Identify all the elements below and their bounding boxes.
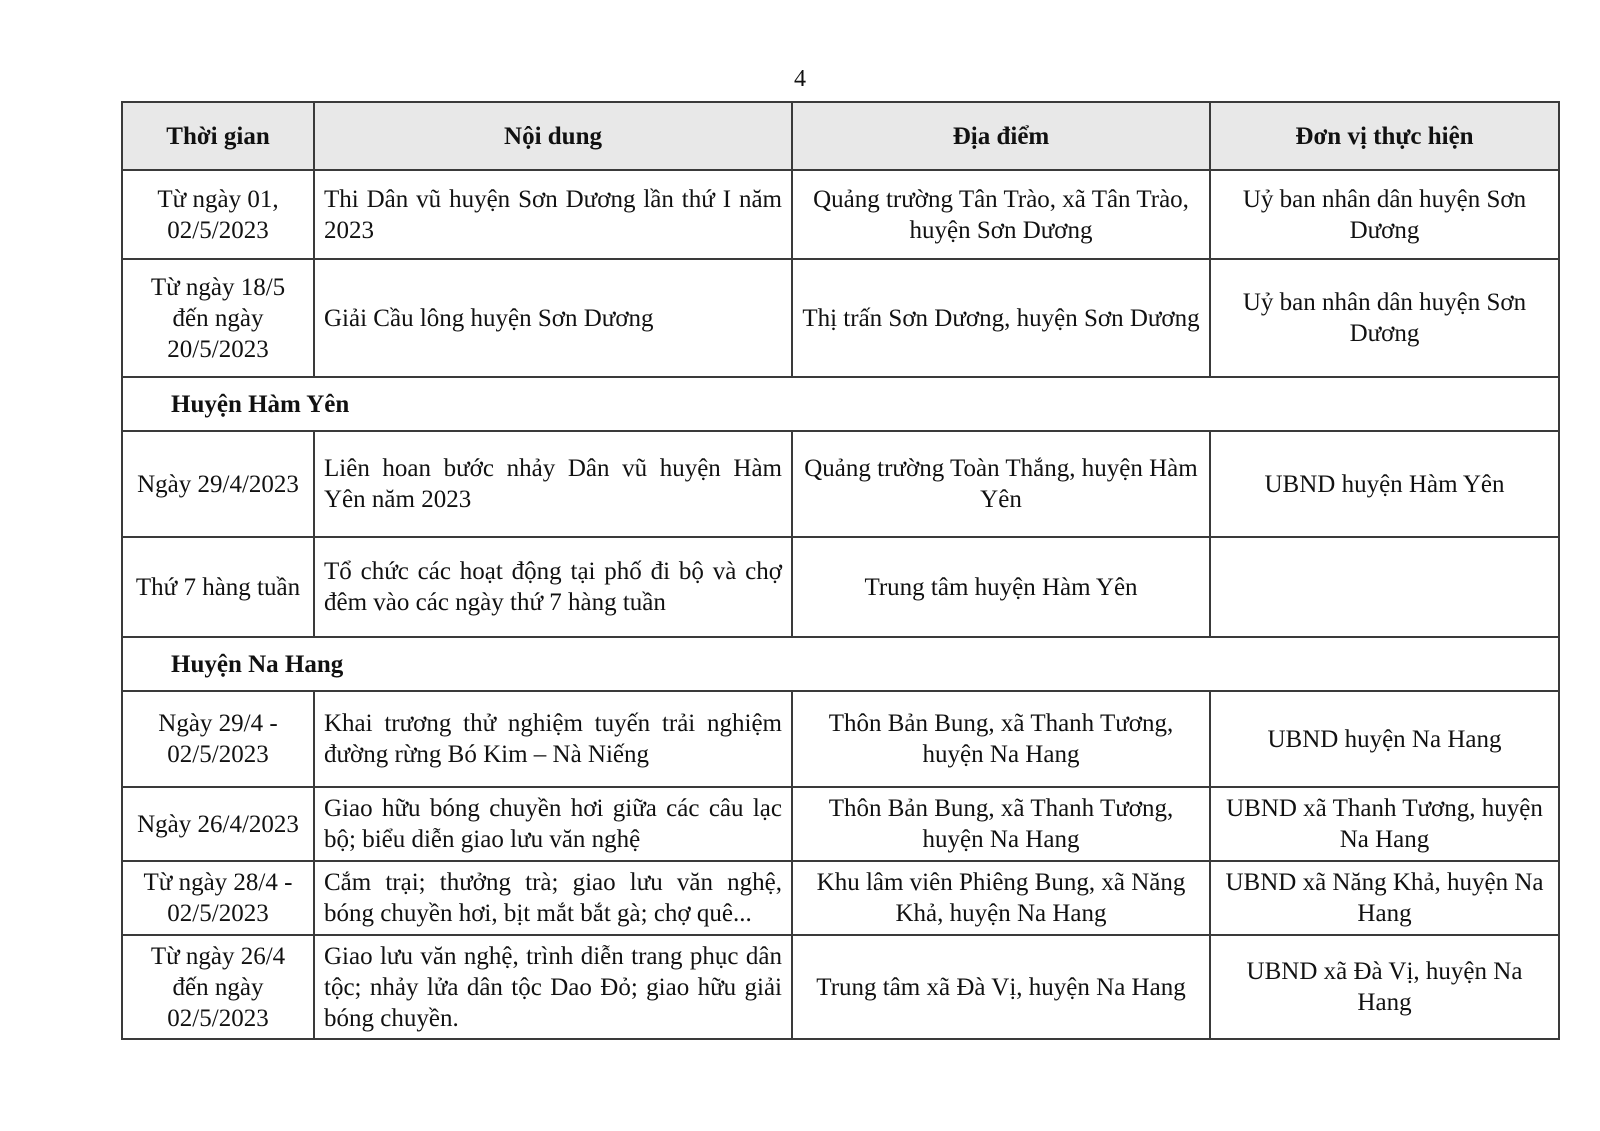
cell-unit: UBND huyện Na Hang: [1210, 691, 1559, 787]
cell-content: Khai trương thử nghiệm tuyến trải nghiệm đường rừng Bó Kim – Nà Niếng: [314, 691, 792, 787]
cell-content: Giải Cầu lông huyện Sơn Dương: [314, 259, 792, 377]
section-header-ham-yen: [122, 377, 1559, 431]
table-row: [122, 431, 1559, 537]
column-header-time: Thời gian: [122, 102, 314, 170]
cell-time: Ngày 26/4/2023: [122, 787, 314, 861]
table-row: [122, 861, 1559, 935]
table-row: [122, 787, 1559, 861]
cell-time: Từ ngày 26/4 đến ngày 02/5/2023: [122, 935, 314, 1039]
column-header-content: Nội dung: [314, 102, 792, 170]
cell-place: Khu lâm viên Phiêng Bung, xã Năng Khả, huyện Na Hang: [792, 861, 1210, 935]
cell-place: Quảng trường Toàn Thắng, huyện Hàm Yên: [792, 431, 1210, 537]
cell-unit: Uỷ ban nhân dân huyện Sơn Dương: [1210, 170, 1559, 259]
cell-content: Giao hữu bóng chuyền hơi giữa các câu lạc bộ; biểu diễn giao lưu văn nghệ: [314, 787, 792, 861]
cell-place: Thị trấn Sơn Dương, huyện Sơn Dương: [792, 259, 1210, 377]
column-header-unit: Đơn vị thực hiện: [1210, 102, 1559, 170]
cell-unit: UBND xã Đà Vị, huyện Na Hang: [1210, 935, 1559, 1039]
cell-place: Thôn Bản Bung, xã Thanh Tương, huyện Na Hang: [792, 691, 1210, 787]
table-row: [122, 691, 1559, 787]
cell-unit: UBND huyện Hàm Yên: [1210, 431, 1559, 537]
table-row: [122, 935, 1559, 1039]
cell-content: Liên hoan bước nhảy Dân vũ huyện Hàm Yên năm 2023: [314, 431, 792, 537]
cell-unit: Uỷ ban nhân dân huyện Sơn Dương: [1210, 259, 1559, 377]
column-header-place: Địa điểm: [792, 102, 1210, 170]
cell-time: Thứ 7 hàng tuần: [122, 537, 314, 637]
cell-unit: UBND xã Năng Khả, huyện Na Hang: [1210, 861, 1559, 935]
cell-time: Từ ngày 18/5 đến ngày 20/5/2023: [122, 259, 314, 377]
cell-time: Từ ngày 01, 02/5/2023: [122, 170, 314, 259]
cell-time: Từ ngày 28/4 - 02/5/2023: [122, 861, 314, 935]
cell-time: Ngày 29/4/2023: [122, 431, 314, 537]
cell-time: Ngày 29/4 - 02/5/2023: [122, 691, 314, 787]
cell-content: Tổ chức các hoạt động tại phố đi bộ và chợ đêm vào các ngày thứ 7 hàng tuần: [314, 537, 792, 637]
page-number: 4: [794, 66, 806, 92]
cell-place: Thôn Bản Bung, xã Thanh Tương, huyện Na Hang: [792, 787, 1210, 861]
cell-unit: [1210, 537, 1559, 637]
cell-place: Trung tâm xã Đà Vị, huyện Na Hang: [792, 935, 1210, 1039]
section-header-na-hang: [122, 637, 1559, 691]
cell-content: Giao lưu văn nghệ, trình diễn trang phục dân tộc; nhảy lửa dân tộc Dao Đỏ; giao hữu giải bóng chuyền.: [314, 935, 792, 1039]
table-row: [122, 170, 1559, 259]
cell-content: Thi Dân vũ huyện Sơn Dương lần thứ I năm 2023: [314, 170, 792, 259]
cell-content: Cắm trại; thưởng trà; giao lưu văn nghệ, bóng chuyền hơi, bịt mắt bắt gà; chợ quê...: [314, 861, 792, 935]
table-row: [122, 537, 1559, 637]
section-title: Huyện Na Hang: [122, 637, 1559, 691]
cell-place: Quảng trường Tân Trào, xã Tân Trào, huyện Sơn Dương: [792, 170, 1210, 259]
section-title: Huyện Hàm Yên: [122, 377, 1559, 431]
table-row: [122, 259, 1559, 377]
header-row: [122, 102, 1559, 170]
schedule-table: [121, 101, 1560, 1040]
cell-unit: UBND xã Thanh Tương, huyện Na Hang: [1210, 787, 1559, 861]
cell-place: Trung tâm huyện Hàm Yên: [792, 537, 1210, 637]
